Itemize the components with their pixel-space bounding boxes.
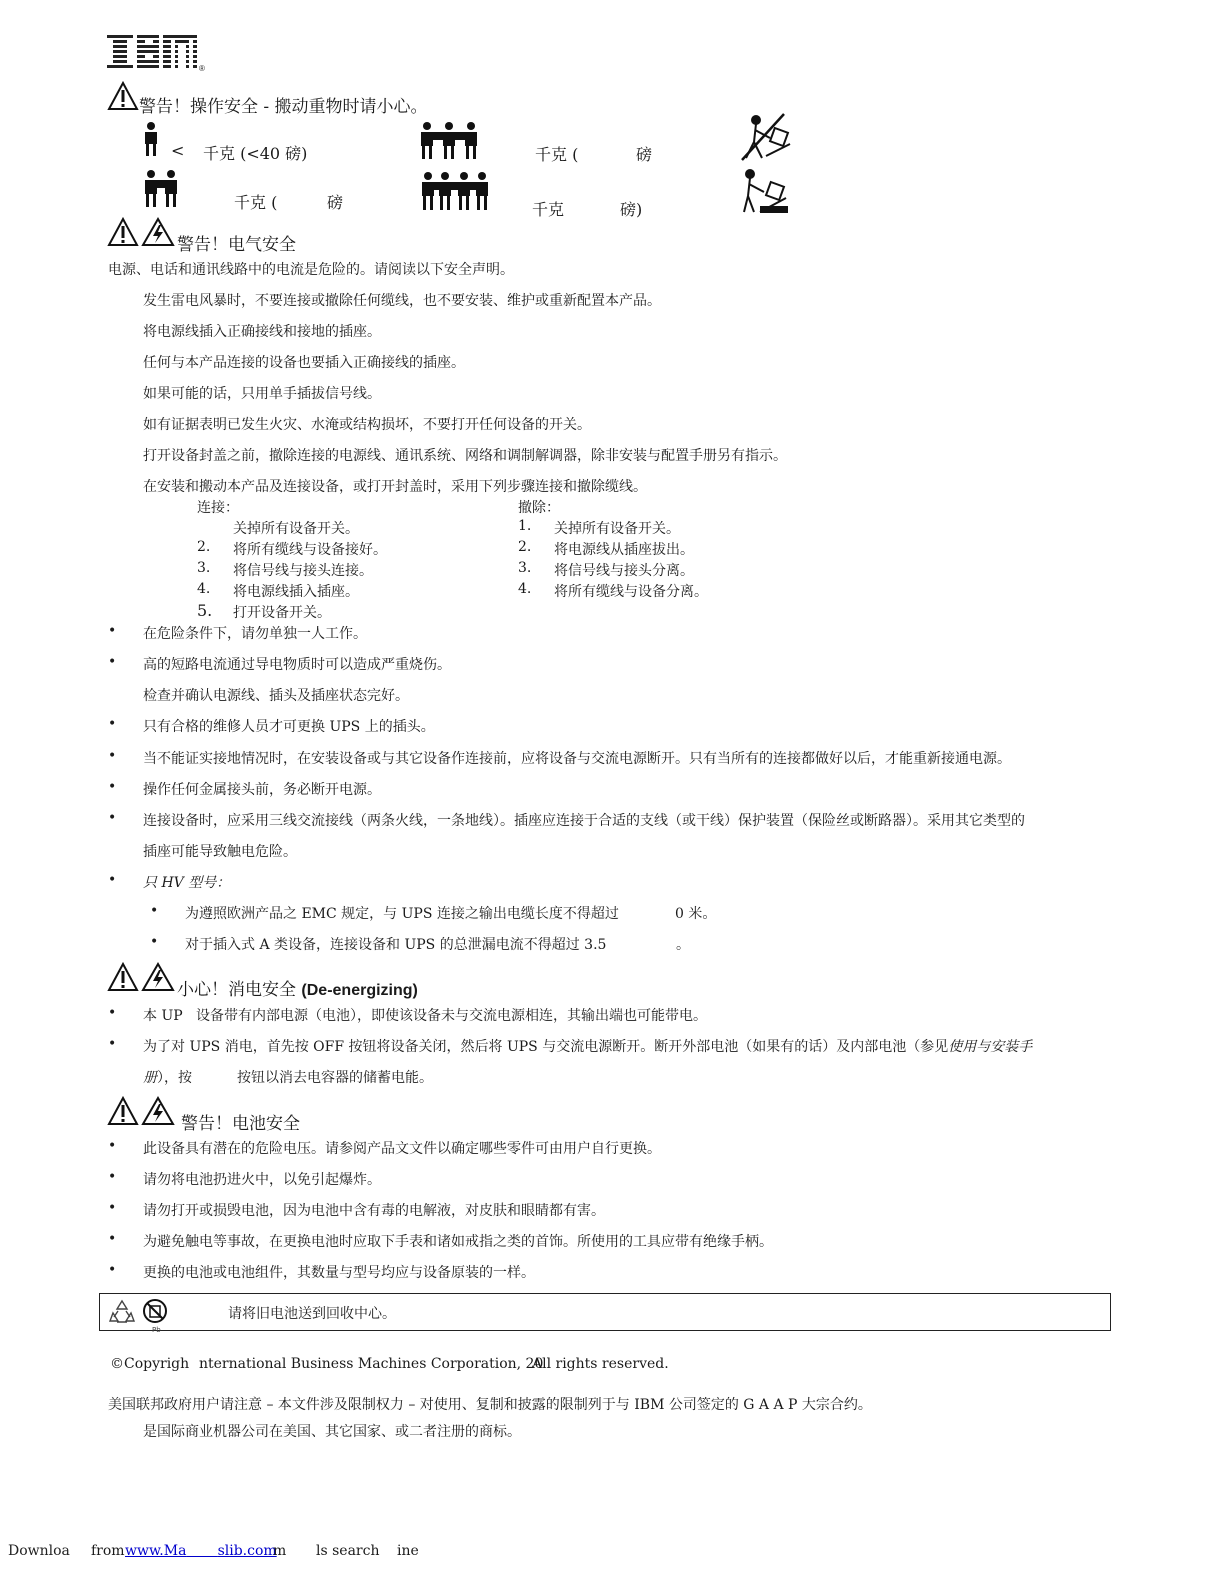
bullet-text: 只 HV 型号：: [143, 875, 231, 891]
download-line: [8, 1543, 70, 1559]
bullet-dot: •: [108, 1200, 117, 1216]
electrical-hazard-icon: [142, 1097, 174, 1125]
copyright-text: nternational Business Machines Corporation, 20: [199, 1356, 544, 1372]
warning-triangle-icon: [108, 1097, 138, 1125]
weight-limit-4a: 千克: [532, 200, 565, 219]
bullet-text: 此设备具有潜在的危险电压。请参阅产品文文件以确定哪些零件可由用户自行更换。: [143, 1141, 661, 1157]
electrical-item: 在安装和搬动本产品及连接设备，或打开封盖时，采用下列步骤连接和撤除缆线。: [143, 479, 647, 495]
remove-step: 将电源线从插座拔出。: [554, 542, 694, 558]
step-number: 4.: [197, 581, 211, 597]
three-person-lift-icon: [418, 122, 480, 160]
remove-step: 将所有缆线与设备分离。: [554, 584, 708, 600]
two-person-lift-icon: [142, 170, 180, 208]
connect-step: 打开设备开关。: [233, 605, 331, 621]
warning-triangle-icon: [108, 82, 138, 110]
bullet-dot: •: [108, 716, 117, 732]
text-run: 使用与安装手: [948, 1039, 1033, 1055]
warning-triangle-icon: [108, 963, 138, 991]
electrical-hazard-icon: [142, 963, 174, 991]
electrical-item: 打开设备封盖之前，撤除连接的电源线、通讯系统、网络和调制解调器，除非安装与配置手册另有指示。: [143, 448, 787, 464]
trademark-notice: 是国际商业机器公司在美国、其它国家、或二者注册的商标。: [143, 1424, 521, 1440]
weight-limit-2a: 千克 (: [535, 145, 579, 164]
text-run: 册: [143, 1070, 157, 1086]
bullet-text: [143, 1067, 192, 1087]
svg-text:®: ®: [199, 64, 205, 73]
step-number: 2.: [518, 539, 532, 555]
bullet-dot: •: [108, 810, 117, 826]
bullet-text: [143, 1036, 1032, 1056]
section-title-electrical: 警告！电气安全: [177, 235, 296, 255]
weight-lt-symbol: <: [171, 141, 185, 160]
weight-limit-3a: 千克 (: [234, 193, 278, 212]
bullet-dot: •: [108, 1005, 117, 1021]
copyright-text: Copyrigh: [124, 1356, 190, 1372]
step-number: 5.: [197, 601, 213, 620]
bullet-text: 连接设备时，应采用三线交流接线（两条火线，一条地线）。插座应连接于合适的支线（或干线）保护装置（保险丝或断路器）。采用其它类型的: [143, 813, 1025, 829]
bullet-text: 操作任何金属接头前，务必断开电源。: [143, 782, 381, 798]
remove-step: 将信号线与接头分离。: [554, 563, 694, 579]
bullet-text: 检查并确认电源线、插头及插座状态完好。: [143, 688, 409, 704]
bullet-dot: •: [150, 934, 159, 950]
bullet-text: 设备带有内部电源（电池），即使该设备未与交流电源相连，其输出端也可能带电。: [196, 1008, 707, 1024]
bullet-text: 为遵照欧洲产品之 EMC 规定，与 UPS 连接之输出电缆长度不得超过: [185, 906, 619, 922]
no-hand-truck-icon: [740, 112, 796, 162]
weight-limit-1: 千克 (<40 磅): [203, 144, 308, 163]
step-number: 4.: [518, 581, 532, 597]
text-run: ），按: [157, 1070, 192, 1086]
bullet-text: 。: [676, 937, 690, 953]
step-number: 3.: [197, 560, 211, 576]
recycle-notice-text: 请将旧电池送到回收中心。: [228, 1306, 396, 1322]
download-text: ine: [397, 1543, 419, 1559]
bullet-dot: •: [108, 872, 117, 888]
hand-truck-icon: [740, 168, 792, 216]
remove-header: 撤除：: [518, 500, 560, 516]
ibm-logo-icon: [107, 35, 207, 71]
weight-limit-3b: 磅: [327, 193, 344, 212]
connect-step: 将信号线与接头连接。: [233, 563, 373, 579]
one-person-lift-icon: [142, 122, 160, 158]
download-text: Downloa: [8, 1543, 70, 1559]
remove-step: 关掉所有设备开关。: [554, 521, 680, 537]
connect-step: 将所有缆线与设备接好。: [233, 542, 387, 558]
electrical-item: 将电源线插入正确接线和接地的插座。: [143, 324, 381, 340]
bullet-dot: •: [108, 1036, 117, 1052]
four-person-lift-icon: [420, 172, 490, 212]
copyright-icon: ©: [110, 1356, 124, 1372]
bullet-dot: •: [108, 1138, 117, 1154]
bullet-text: 本 UP: [143, 1008, 183, 1024]
bullet-dot: •: [108, 654, 117, 670]
download-link[interactable]: [125, 1543, 277, 1559]
bullet-text: 请勿将电池扔进火中，以免引起爆炸。: [143, 1172, 381, 1188]
download-text: from: [91, 1543, 125, 1559]
bullet-text: 在危险条件下，请勿单独一人工作。: [143, 626, 367, 642]
download-text: m: [273, 1543, 287, 1559]
step-number: 3.: [518, 560, 532, 576]
government-notice: 美国联邦政府用户请注意 – 本文件涉及限制权力 – 对使用、复制和披露的限制列于与 IBM 公司签定的 G A A P 大宗合约。: [108, 1397, 872, 1413]
weight-limit-4b: 磅): [620, 200, 643, 219]
recycle-icon: [109, 1299, 135, 1325]
bullet-text: 当不能证实接地情况时，在安装设备或与其它设备作连接前，应将设备与交流电源断开。只有当所有的连接都做好以后，才能重新接通电源。: [143, 751, 1011, 767]
bullet-text: 0 米。: [675, 906, 717, 922]
bullet-dot: •: [108, 1231, 117, 1247]
connect-step: 将电源线插入插座。: [233, 584, 359, 600]
section-title-battery: 警告！电池安全: [181, 1114, 300, 1134]
electrical-intro: 电源、电话和通讯线路中的电流是危险的。请阅读以下安全声明。: [108, 262, 514, 278]
electrical-item: 发生雷电风暴时，不要连接或撤除任何缆线，也不要安装、维护或重新配置本产品。: [143, 293, 661, 309]
bullet-text: 只有合格的维修人员才可更换 UPS 上的插头。: [143, 719, 435, 735]
section-title-lifting: 警告！操作安全 - 搬动重物时请小心。: [139, 97, 428, 117]
bullet-text: 高的短路电流通过导电物质时可以造成严重烧伤。: [143, 657, 451, 673]
warning-triangle-icon: [108, 218, 138, 246]
bullet-text: 对于插入式 A 类设备，连接设备和 UPS 的总泄漏电流不得超过 3.5: [185, 937, 607, 953]
bullet-text: 请勿打开或损毁电池，因为电池中含有毒的电解液，对皮肤和眼睛都有害。: [143, 1203, 605, 1219]
electrical-hazard-icon: [142, 218, 174, 246]
bullet-dot: •: [108, 1262, 117, 1278]
electrical-item: 任何与本产品连接的设备也要插入正确接线的插座。: [143, 355, 465, 371]
weight-limit-2b: 磅: [636, 145, 653, 164]
svg-text:Pb: Pb: [152, 1326, 161, 1334]
bullet-dot: •: [108, 748, 117, 764]
step-number: 1.: [518, 518, 532, 534]
step-number: 2.: [197, 539, 211, 555]
bullet-dot: •: [108, 1169, 117, 1185]
connect-step: 关掉所有设备开关。: [233, 521, 359, 537]
connect-header: 连接：: [197, 500, 239, 516]
section-title-part: (De-energizing): [301, 982, 418, 999]
bullet-text: 更换的电池或电池组件，其数量与型号均应与设备原装的一样。: [143, 1265, 535, 1281]
copyright-text: All rights reserved.: [532, 1356, 669, 1372]
bullet-text: 插座可能导致触电危险。: [143, 844, 297, 860]
download-link-part[interactable]: [186, 1543, 217, 1559]
electrical-item: 如有证据表明已发生火灾、水淹或结构损坏，不要打开任何设备的开关。: [143, 417, 591, 433]
download-text: ls search: [316, 1543, 380, 1559]
text-run: 为了对 UPS 消电，首先按 OFF 按钮将设备关闭，然后将 UPS 与交流电源断开。断开外部电池（如果有的话）及内部电池（参见: [143, 1039, 949, 1055]
bullet-text: 为避免触电等事故，在更换电池时应取下手表和诸如戒指之类的首饰。所使用的工具应带有绝缘手柄。: [143, 1234, 773, 1250]
section-title-part: 小心！消电安全: [177, 980, 302, 1000]
bullet-dot: •: [108, 779, 117, 795]
download-link-part[interactable]: slib.com: [217, 1543, 277, 1559]
bullet-dot: •: [108, 623, 117, 639]
no-trash-icon: [142, 1298, 172, 1334]
electrical-item: 如果可能的话，只用单手插拔信号线。: [143, 386, 381, 402]
download-link-part[interactable]: www.Ma: [125, 1543, 187, 1559]
copyright-line: [110, 1356, 189, 1372]
bullet-text: 按钮以消去电容器的储蓄电能。: [237, 1070, 433, 1086]
bullet-dot: •: [150, 903, 159, 919]
section-title-deenergize: [177, 975, 418, 1000]
